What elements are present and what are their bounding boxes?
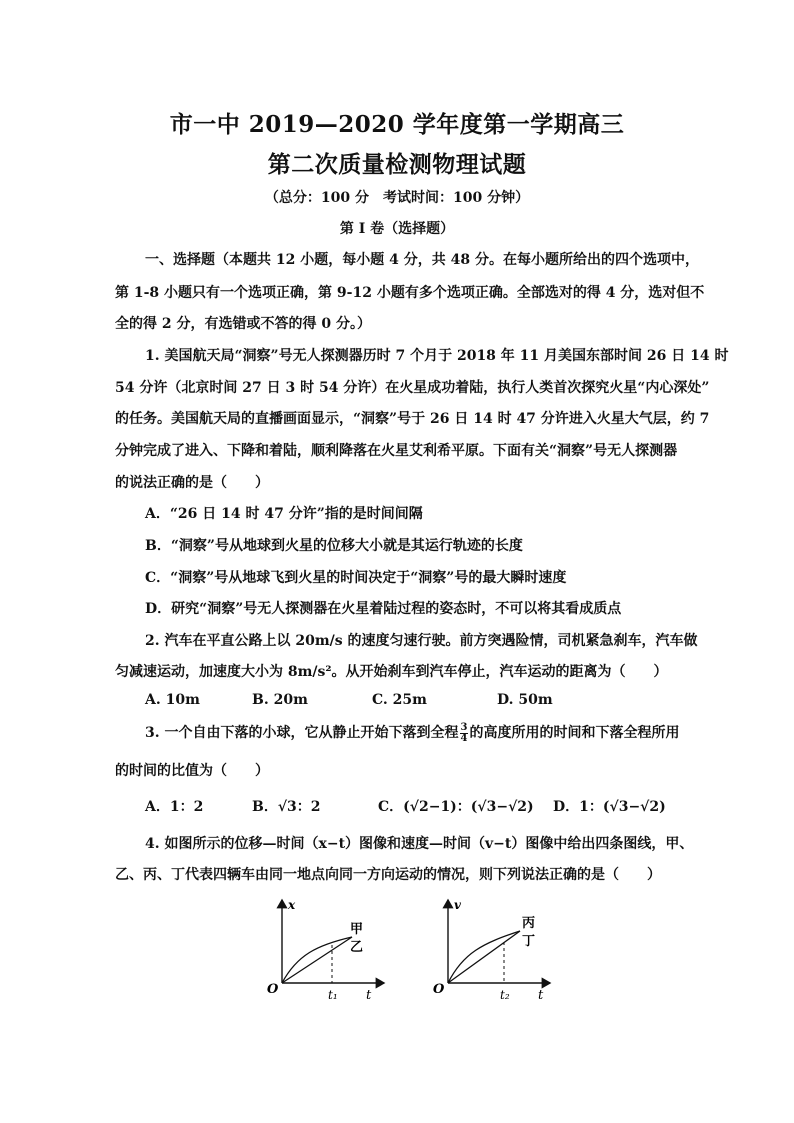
bing-label: 丙 xyxy=(522,916,536,931)
t2-label: t₂ xyxy=(500,988,510,1002)
fraction-numerator: 3 xyxy=(460,721,468,733)
q2-line-2: 匀减速运动，加速度大小为 8m/s²。从开始刹车到汽车停止，汽车运动的距离为（ ） xyxy=(115,664,668,680)
instruction-line-1: 一、选择题（本题共 12 小题，每小题 4 分，共 48 分。在每小题所给出的四个选项中， xyxy=(145,252,699,268)
origin-label: O xyxy=(433,982,445,997)
q2-option-a: A. 10m xyxy=(145,692,200,708)
exam-title-line1: 市一中 2019—2020 学年度第一学期高三 xyxy=(169,111,625,138)
q1-option-a: A．“26 日 14 时 47 分许”指的是时间间隔 xyxy=(145,506,423,522)
xt-graph xyxy=(262,895,392,1005)
exam-title-line2: 第二次质量检测物理试题 xyxy=(267,151,527,178)
exam-meta: （总分：100 分 考试时间：100 分钟） xyxy=(264,190,530,206)
q3-option-b: B．√3：2 xyxy=(252,799,321,815)
q2-option-c: C. 25m xyxy=(372,692,427,708)
q1-line-2: 54 分许（北京时间 27 日 3 时 54 分许）在火星成功着陆，执行人类首次探究火星“内心深处” xyxy=(115,380,710,396)
q1-option-d: D．研究“洞察”号无人探测器在火星着陆过程的姿态时，不可以将其看成质点 xyxy=(145,601,622,617)
q2-option-d: D. 50m xyxy=(497,692,553,708)
t1-label: t₁ xyxy=(328,988,338,1002)
jia-label: 甲 xyxy=(350,922,364,937)
q3-line-1-post: 的高度所用的时间和下落全程所用 xyxy=(469,725,680,741)
vt-graph xyxy=(428,895,558,1005)
q2-option-b: B. 20m xyxy=(252,692,308,708)
line-ding xyxy=(448,931,520,983)
y-axis-label: x xyxy=(288,898,296,912)
q1-option-b: B．“洞察”号从地球到火星的位移大小就是其运行轨迹的长度 xyxy=(145,538,523,554)
q4-line-1: 4. 如图所示的位移—时间（x−t）图像和速度—时间（v−t）图像中给出四条图线，甲、 xyxy=(145,836,694,852)
q3-option-a: A．1：2 xyxy=(145,799,204,815)
y-axis-label: v xyxy=(454,898,461,912)
q1-line-5: 的说法正确的是（ ） xyxy=(115,475,269,491)
fraction-three-quarters xyxy=(460,723,469,744)
q1-line-1: 1. 美国航天局“洞察”号无人探测器历时 7 个月于 2018 年 11 月美国东部时间 26 日 14 时 xyxy=(145,348,729,364)
q3-line-1 xyxy=(145,722,679,744)
section-heading: 第 I 卷（选择题） xyxy=(339,221,455,237)
instruction-line-2: 第 1-8 小题只有一个选项正确，第 9-12 小题有多个选项正确。全部选对的得 4 分，选对但不 xyxy=(115,285,705,301)
origin-label: O xyxy=(267,982,279,997)
q3-line-2: 的时间的比值为（ ） xyxy=(115,763,269,779)
q1-line-3: 的任务。美国航天局的直播画面显示，“洞察”号于 26 日 14 时 47 分许进入火星大气层，约 7 xyxy=(115,411,710,427)
q1-line-4: 分钟完成了进入、下降和着陆，顺利降落在火星艾利希平原。下面有关“洞察”号无人探测器 xyxy=(115,443,678,459)
ding-label: 丁 xyxy=(522,934,536,949)
line-yi xyxy=(282,937,352,983)
yi-label: 乙 xyxy=(350,940,364,955)
q3-option-d: D．1：(√3−√2) xyxy=(553,799,666,815)
q3-option-c: C．(√2−1)：(√3−√2) xyxy=(378,799,534,815)
fraction-denominator: 4 xyxy=(460,732,468,744)
q1-option-c: C．“洞察”号从地球飞到火星的时间决定于“洞察”号的最大瞬时速度 xyxy=(145,570,567,586)
instruction-line-3: 全的得 2 分，有选错或不答的得 0 分。） xyxy=(115,316,371,332)
q2-line-1: 2. 汽车在平直公路上以 20m/s 的速度匀速行驶。前方突遇险情，司机紧急刹车，汽车做 xyxy=(145,633,698,649)
q4-line-2: 乙、丙、丁代表四辆车由同一地点向同一方向运动的情况，则下列说法正确的是（ ） xyxy=(115,867,661,883)
q3-line-1-pre: 3. 一个自由下落的小球，它从静止开始下落到全程 xyxy=(145,725,459,741)
x-axis-label: t xyxy=(366,988,372,1003)
x-axis-label: t xyxy=(538,988,544,1003)
